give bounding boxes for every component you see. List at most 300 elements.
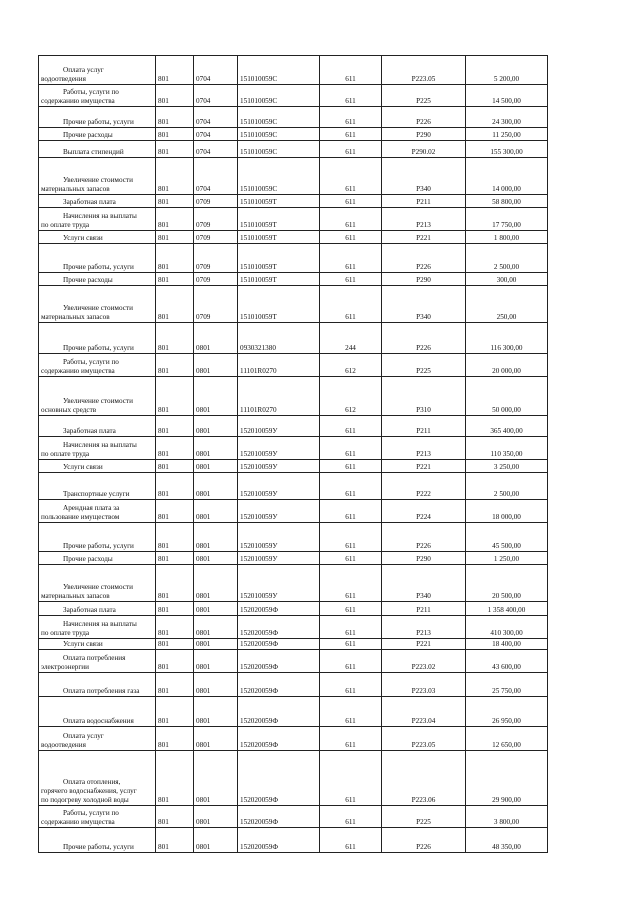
expense-type-cell: 611 bbox=[320, 141, 382, 158]
expense-type-cell: 611 bbox=[320, 828, 382, 853]
section-code-cell: 0801 bbox=[194, 416, 238, 437]
expense-type-cell: 611 bbox=[320, 616, 382, 639]
kosgu-code-cell: Р340 bbox=[382, 286, 466, 323]
target-article-cell: 152010059У bbox=[238, 460, 320, 473]
table-row bbox=[39, 673, 548, 697]
department-code-cell: 801 bbox=[156, 286, 194, 323]
expense-name-line: Оплата водоснабжения bbox=[63, 717, 134, 725]
department-code-cell: 801 bbox=[156, 500, 194, 523]
amount-cell: 300,00 bbox=[466, 273, 548, 286]
expense-type-cell: 611 bbox=[320, 565, 382, 602]
table-row bbox=[39, 751, 548, 806]
expense-name-line: пользование имуществом bbox=[41, 513, 120, 521]
expense-name-cell bbox=[39, 416, 156, 437]
target-article-cell: 152020059Ф bbox=[238, 602, 320, 616]
section-code-cell: 0801 bbox=[194, 354, 238, 377]
expense-name-line: Оплата услуг bbox=[63, 732, 104, 740]
target-article-cell: 152020059Ф bbox=[238, 751, 320, 806]
budget-page bbox=[38, 55, 548, 853]
expense-name-cell bbox=[39, 727, 156, 751]
expense-type-cell: 611 bbox=[320, 650, 382, 673]
department-code-cell: 801 bbox=[156, 208, 194, 231]
kosgu-code-cell: Р290 bbox=[382, 273, 466, 286]
expense-name-line: Прочие работы, услуги bbox=[63, 263, 134, 271]
table-row bbox=[39, 727, 548, 751]
target-article-cell: 151010059С bbox=[238, 128, 320, 141]
expense-type-cell: 611 bbox=[320, 56, 382, 85]
department-code-cell: 801 bbox=[156, 128, 194, 141]
expense-name-cell bbox=[39, 500, 156, 523]
kosgu-code-cell: Р223.03 bbox=[382, 673, 466, 697]
kosgu-code-cell: Р290 bbox=[382, 552, 466, 565]
target-article-cell: 152010059У bbox=[238, 500, 320, 523]
department-code-cell: 801 bbox=[156, 616, 194, 639]
expense-name-cell bbox=[39, 377, 156, 416]
expense-name-line: Работы, услуги по bbox=[63, 358, 119, 366]
expense-type-cell: 244 bbox=[320, 323, 382, 354]
section-code-cell: 0801 bbox=[194, 377, 238, 416]
department-code-cell: 801 bbox=[156, 416, 194, 437]
kosgu-code-cell: Р213 bbox=[382, 437, 466, 460]
department-code-cell: 801 bbox=[156, 195, 194, 208]
kosgu-code-cell: Р211 bbox=[382, 195, 466, 208]
target-article-cell: 152020059Ф bbox=[238, 697, 320, 727]
section-code-cell: 0801 bbox=[194, 523, 238, 552]
section-code-cell: 0704 bbox=[194, 158, 238, 195]
expense-name-line: Начисления на выплаты bbox=[63, 212, 137, 220]
expense-name-line: по оплате труда bbox=[41, 221, 90, 229]
table-row bbox=[39, 208, 548, 231]
target-article-cell: 151010059Т bbox=[238, 286, 320, 323]
department-code-cell: 801 bbox=[156, 158, 194, 195]
department-code-cell: 801 bbox=[156, 523, 194, 552]
target-article-cell: 152010059У bbox=[238, 473, 320, 500]
expense-name-cell bbox=[39, 806, 156, 828]
kosgu-code-cell: Р310 bbox=[382, 377, 466, 416]
expense-name-line: материальных запасов bbox=[41, 313, 110, 321]
table-row bbox=[39, 616, 548, 639]
expense-name-line: Услуги связи bbox=[63, 234, 103, 242]
kosgu-code-cell: Р221 bbox=[382, 460, 466, 473]
kosgu-code-cell: Р290.02 bbox=[382, 141, 466, 158]
kosgu-code-cell: Р211 bbox=[382, 602, 466, 616]
kosgu-code-cell: Р222 bbox=[382, 473, 466, 500]
table-row bbox=[39, 273, 548, 286]
department-code-cell: 801 bbox=[156, 231, 194, 244]
kosgu-code-cell: Р223.05 bbox=[382, 56, 466, 85]
expense-name-line: электроэнергии bbox=[41, 663, 89, 671]
expense-name-line: Оплата потребления газа bbox=[63, 687, 140, 695]
expense-name-line: Выплата стипендий bbox=[63, 148, 124, 156]
table-row bbox=[39, 231, 548, 244]
amount-cell: 2 500,00 bbox=[466, 244, 548, 273]
expense-type-cell: 612 bbox=[320, 377, 382, 416]
expense-name-line: Арендная плата за bbox=[63, 504, 120, 512]
table-row bbox=[39, 602, 548, 616]
section-code-cell: 0709 bbox=[194, 286, 238, 323]
expense-type-cell: 611 bbox=[320, 697, 382, 727]
table-row bbox=[39, 85, 548, 107]
amount-cell: 250,00 bbox=[466, 286, 548, 323]
section-code-cell: 0801 bbox=[194, 673, 238, 697]
expense-type-cell: 611 bbox=[320, 727, 382, 751]
section-code-cell: 0801 bbox=[194, 639, 238, 650]
expense-name-cell bbox=[39, 273, 156, 286]
kosgu-code-cell: Р223.02 bbox=[382, 650, 466, 673]
amount-cell: 43 600,00 bbox=[466, 650, 548, 673]
expense-name-line: Оплата отопления, bbox=[63, 778, 121, 786]
expense-type-cell: 611 bbox=[320, 195, 382, 208]
table-row bbox=[39, 158, 548, 195]
section-code-cell: 0704 bbox=[194, 107, 238, 128]
table-row bbox=[39, 650, 548, 673]
amount-cell: 20 000,00 bbox=[466, 354, 548, 377]
amount-cell: 45 500,00 bbox=[466, 523, 548, 552]
target-article-cell: 152020059Ф bbox=[238, 639, 320, 650]
table-row bbox=[39, 323, 548, 354]
target-article-cell: 151010059Т bbox=[238, 231, 320, 244]
expense-name-line: основных средств bbox=[41, 406, 97, 414]
expense-type-cell: 611 bbox=[320, 552, 382, 565]
expense-type-cell: 611 bbox=[320, 208, 382, 231]
table-row bbox=[39, 697, 548, 727]
table-row bbox=[39, 523, 548, 552]
target-article-cell: 152010059У bbox=[238, 565, 320, 602]
amount-cell: 410 300,00 bbox=[466, 616, 548, 639]
amount-cell: 50 000,00 bbox=[466, 377, 548, 416]
expense-type-cell: 611 bbox=[320, 231, 382, 244]
department-code-cell: 801 bbox=[156, 437, 194, 460]
kosgu-code-cell: Р225 bbox=[382, 806, 466, 828]
department-code-cell: 801 bbox=[156, 354, 194, 377]
amount-cell: 25 750,00 bbox=[466, 673, 548, 697]
target-article-cell: 152020059Ф bbox=[238, 806, 320, 828]
section-code-cell: 0801 bbox=[194, 751, 238, 806]
table-row bbox=[39, 56, 548, 85]
amount-cell: 24 300,00 bbox=[466, 107, 548, 128]
target-article-cell: 152020059Ф bbox=[238, 673, 320, 697]
kosgu-code-cell: Р226 bbox=[382, 828, 466, 853]
expense-name-cell bbox=[39, 697, 156, 727]
department-code-cell: 801 bbox=[156, 273, 194, 286]
department-code-cell: 801 bbox=[156, 602, 194, 616]
expense-type-cell: 611 bbox=[320, 273, 382, 286]
target-article-cell: 152020059Ф bbox=[238, 616, 320, 639]
expense-name-cell bbox=[39, 460, 156, 473]
amount-cell: 29 900,00 bbox=[466, 751, 548, 806]
expense-name-cell bbox=[39, 751, 156, 806]
section-code-cell: 0709 bbox=[194, 244, 238, 273]
expense-name-line: Услуги связи bbox=[63, 463, 103, 471]
kosgu-code-cell: Р223.06 bbox=[382, 751, 466, 806]
expense-name-cell bbox=[39, 231, 156, 244]
department-code-cell: 801 bbox=[156, 323, 194, 354]
department-code-cell: 801 bbox=[156, 107, 194, 128]
section-code-cell: 0709 bbox=[194, 208, 238, 231]
expense-name-line: Заработная плата bbox=[63, 198, 116, 206]
expense-name-cell bbox=[39, 128, 156, 141]
expense-name-line: материальных запасов bbox=[41, 185, 110, 193]
amount-cell: 14 500,00 bbox=[466, 85, 548, 107]
amount-cell: 18 000,00 bbox=[466, 500, 548, 523]
amount-cell: 110 350,00 bbox=[466, 437, 548, 460]
kosgu-code-cell: Р340 bbox=[382, 158, 466, 195]
expense-name-line: Начисления на выплаты bbox=[63, 441, 137, 449]
expense-name-cell bbox=[39, 673, 156, 697]
expense-name-cell bbox=[39, 244, 156, 273]
expense-name-cell bbox=[39, 602, 156, 616]
expense-type-cell: 611 bbox=[320, 639, 382, 650]
table-row bbox=[39, 244, 548, 273]
expense-name-line: Прочие расходы bbox=[63, 131, 113, 139]
section-code-cell: 0801 bbox=[194, 437, 238, 460]
amount-cell: 1 800,00 bbox=[466, 231, 548, 244]
amount-cell: 1 358 400,00 bbox=[466, 602, 548, 616]
amount-cell: 116 300,00 bbox=[466, 323, 548, 354]
section-code-cell: 0709 bbox=[194, 273, 238, 286]
department-code-cell: 801 bbox=[156, 141, 194, 158]
section-code-cell: 0801 bbox=[194, 565, 238, 602]
expense-type-cell: 612 bbox=[320, 354, 382, 377]
expense-name-line: Увеличение стоимости bbox=[63, 176, 133, 184]
expense-name-cell bbox=[39, 473, 156, 500]
expense-name-line: водоотведения bbox=[41, 741, 86, 749]
table-row bbox=[39, 552, 548, 565]
kosgu-code-cell: Р224 bbox=[382, 500, 466, 523]
expense-type-cell: 611 bbox=[320, 523, 382, 552]
expense-name-line: Прочие работы, услуги bbox=[63, 843, 134, 851]
table-row bbox=[39, 195, 548, 208]
amount-cell: 5 200,00 bbox=[466, 56, 548, 85]
section-code-cell: 0801 bbox=[194, 650, 238, 673]
department-code-cell: 801 bbox=[156, 244, 194, 273]
kosgu-code-cell: Р226 bbox=[382, 323, 466, 354]
amount-cell: 365 400,00 bbox=[466, 416, 548, 437]
table-row bbox=[39, 354, 548, 377]
department-code-cell: 801 bbox=[156, 639, 194, 650]
kosgu-code-cell: Р211 bbox=[382, 416, 466, 437]
expense-name-line: Оплата услуг bbox=[63, 66, 104, 74]
expense-name-line: содержанию имущества bbox=[41, 97, 115, 105]
expense-name-line: Увеличение стоимости bbox=[63, 304, 133, 312]
expense-type-cell: 611 bbox=[320, 673, 382, 697]
kosgu-code-cell: Р221 bbox=[382, 231, 466, 244]
kosgu-code-cell: Р225 bbox=[382, 354, 466, 377]
section-code-cell: 0704 bbox=[194, 128, 238, 141]
expense-name-cell bbox=[39, 286, 156, 323]
target-article-cell: 0930321380 bbox=[238, 323, 320, 354]
kosgu-code-cell: Р340 bbox=[382, 565, 466, 602]
expense-name-line: содержанию имущества bbox=[41, 818, 115, 826]
expense-type-cell: 611 bbox=[320, 286, 382, 323]
table-row bbox=[39, 128, 548, 141]
target-article-cell: 151010059Т bbox=[238, 273, 320, 286]
kosgu-code-cell: Р226 bbox=[382, 523, 466, 552]
target-article-cell: 151010059С bbox=[238, 56, 320, 85]
expense-name-line: Начисления на выплаты bbox=[63, 620, 137, 628]
target-article-cell: 151010059Т bbox=[238, 208, 320, 231]
target-article-cell: 152010059У bbox=[238, 437, 320, 460]
amount-cell: 11 250,00 bbox=[466, 128, 548, 141]
target-article-cell: 152010059У bbox=[238, 523, 320, 552]
expense-name-cell bbox=[39, 828, 156, 853]
department-code-cell: 801 bbox=[156, 473, 194, 500]
expense-name-line: Увеличение стоимости bbox=[63, 397, 133, 405]
department-code-cell: 801 bbox=[156, 85, 194, 107]
section-code-cell: 0704 bbox=[194, 141, 238, 158]
expense-type-cell: 611 bbox=[320, 751, 382, 806]
expense-name-line: Транспортные услуги bbox=[63, 490, 130, 498]
expense-type-cell: 611 bbox=[320, 602, 382, 616]
expense-name-cell bbox=[39, 208, 156, 231]
target-article-cell: 152020059Ф bbox=[238, 828, 320, 853]
expense-type-cell: 611 bbox=[320, 473, 382, 500]
department-code-cell: 801 bbox=[156, 552, 194, 565]
expense-name-line: Работы, услуги по bbox=[63, 809, 119, 817]
section-code-cell: 0704 bbox=[194, 85, 238, 107]
table-row bbox=[39, 806, 548, 828]
amount-cell: 1 250,00 bbox=[466, 552, 548, 565]
expense-name-line: Прочие работы, услуги bbox=[63, 344, 134, 352]
amount-cell: 17 750,00 bbox=[466, 208, 548, 231]
expense-name-cell bbox=[39, 552, 156, 565]
department-code-cell: 801 bbox=[156, 377, 194, 416]
expense-type-cell: 611 bbox=[320, 416, 382, 437]
expense-name-line: Заработная плата bbox=[63, 606, 116, 614]
section-code-cell: 0704 bbox=[194, 56, 238, 85]
department-code-cell: 801 bbox=[156, 697, 194, 727]
expense-type-cell: 611 bbox=[320, 244, 382, 273]
amount-cell: 2 500,00 bbox=[466, 473, 548, 500]
target-article-cell: 151010059Т bbox=[238, 244, 320, 273]
department-code-cell: 801 bbox=[156, 727, 194, 751]
kosgu-code-cell: Р213 bbox=[382, 616, 466, 639]
expense-name-line: Увеличение стоимости bbox=[63, 583, 133, 591]
table-row bbox=[39, 565, 548, 602]
expense-name-line: горячего водоснабжения, услуг bbox=[41, 787, 137, 795]
target-article-cell: 152020059Ф bbox=[238, 727, 320, 751]
section-code-cell: 0801 bbox=[194, 552, 238, 565]
target-article-cell: 11101R0270 bbox=[238, 377, 320, 416]
expense-name-line: Прочие расходы bbox=[63, 555, 113, 563]
target-article-cell: 151010059С bbox=[238, 141, 320, 158]
target-article-cell: 151010059С bbox=[238, 107, 320, 128]
expense-name-cell bbox=[39, 56, 156, 85]
kosgu-code-cell: Р221 bbox=[382, 639, 466, 650]
amount-cell: 3 800,00 bbox=[466, 806, 548, 828]
department-code-cell: 801 bbox=[156, 806, 194, 828]
section-code-cell: 0709 bbox=[194, 195, 238, 208]
expense-name-cell bbox=[39, 354, 156, 377]
expense-name-line: по оплате труда bbox=[41, 629, 90, 637]
department-code-cell: 801 bbox=[156, 56, 194, 85]
expense-name-line: по подогреву холодной воды bbox=[41, 796, 129, 804]
expense-name-line: содержанию имущества bbox=[41, 367, 115, 375]
section-code-cell: 0801 bbox=[194, 602, 238, 616]
amount-cell: 14 000,00 bbox=[466, 158, 548, 195]
expense-name-cell bbox=[39, 523, 156, 552]
expense-name-cell bbox=[39, 107, 156, 128]
expense-name-cell bbox=[39, 158, 156, 195]
kosgu-code-cell: Р290 bbox=[382, 128, 466, 141]
expense-type-cell: 611 bbox=[320, 85, 382, 107]
section-code-cell: 0801 bbox=[194, 727, 238, 751]
amount-cell: 26 950,00 bbox=[466, 697, 548, 727]
section-code-cell: 0801 bbox=[194, 460, 238, 473]
kosgu-code-cell: Р225 bbox=[382, 85, 466, 107]
expense-name-line: Прочие работы, услуги bbox=[63, 542, 134, 550]
table-row bbox=[39, 473, 548, 500]
section-code-cell: 0801 bbox=[194, 500, 238, 523]
amount-cell: 48 350,00 bbox=[466, 828, 548, 853]
expense-name-cell bbox=[39, 437, 156, 460]
table-row bbox=[39, 639, 548, 650]
section-code-cell: 0801 bbox=[194, 323, 238, 354]
amount-cell: 58 800,00 bbox=[466, 195, 548, 208]
table-row bbox=[39, 828, 548, 853]
table-row bbox=[39, 141, 548, 158]
expense-name-line: материальных запасов bbox=[41, 592, 110, 600]
expense-name-cell bbox=[39, 639, 156, 650]
amount-cell: 3 250,00 bbox=[466, 460, 548, 473]
expense-name-line: Услуги связи bbox=[63, 640, 103, 648]
expense-name-line: водоотведения bbox=[41, 75, 86, 83]
target-article-cell: 151010059С bbox=[238, 85, 320, 107]
kosgu-code-cell: Р213 bbox=[382, 208, 466, 231]
budget-table-body bbox=[39, 56, 548, 853]
table-row bbox=[39, 460, 548, 473]
table-row bbox=[39, 416, 548, 437]
kosgu-code-cell: Р226 bbox=[382, 107, 466, 128]
expense-type-cell: 611 bbox=[320, 500, 382, 523]
target-article-cell: 152020059Ф bbox=[238, 650, 320, 673]
budget-table bbox=[38, 55, 548, 853]
expense-type-cell: 611 bbox=[320, 107, 382, 128]
department-code-cell: 801 bbox=[156, 751, 194, 806]
kosgu-code-cell: Р226 bbox=[382, 244, 466, 273]
department-code-cell: 801 bbox=[156, 673, 194, 697]
kosgu-code-cell: Р223.05 bbox=[382, 727, 466, 751]
expense-name-line: Прочие расходы bbox=[63, 276, 113, 284]
expense-name-line: Оплата потребления bbox=[63, 654, 126, 662]
expense-name-cell bbox=[39, 616, 156, 639]
expense-name-cell bbox=[39, 85, 156, 107]
section-code-cell: 0801 bbox=[194, 806, 238, 828]
expense-type-cell: 611 bbox=[320, 437, 382, 460]
section-code-cell: 0801 bbox=[194, 697, 238, 727]
target-article-cell: 151010059С bbox=[238, 158, 320, 195]
department-code-cell: 801 bbox=[156, 460, 194, 473]
expense-name-cell bbox=[39, 141, 156, 158]
amount-cell: 20 500,00 bbox=[466, 565, 548, 602]
table-row bbox=[39, 377, 548, 416]
target-article-cell: 152010059У bbox=[238, 552, 320, 565]
table-row bbox=[39, 286, 548, 323]
department-code-cell: 801 bbox=[156, 650, 194, 673]
section-code-cell: 0801 bbox=[194, 473, 238, 500]
target-article-cell: 11101R0270 bbox=[238, 354, 320, 377]
department-code-cell: 801 bbox=[156, 565, 194, 602]
expense-name-line: Работы, услуги по bbox=[63, 88, 119, 96]
expense-type-cell: 611 bbox=[320, 460, 382, 473]
expense-name-cell bbox=[39, 650, 156, 673]
section-code-cell: 0801 bbox=[194, 616, 238, 639]
expense-name-cell bbox=[39, 195, 156, 208]
kosgu-code-cell: Р223.04 bbox=[382, 697, 466, 727]
table-row bbox=[39, 107, 548, 128]
expense-type-cell: 611 bbox=[320, 128, 382, 141]
table-row bbox=[39, 437, 548, 460]
